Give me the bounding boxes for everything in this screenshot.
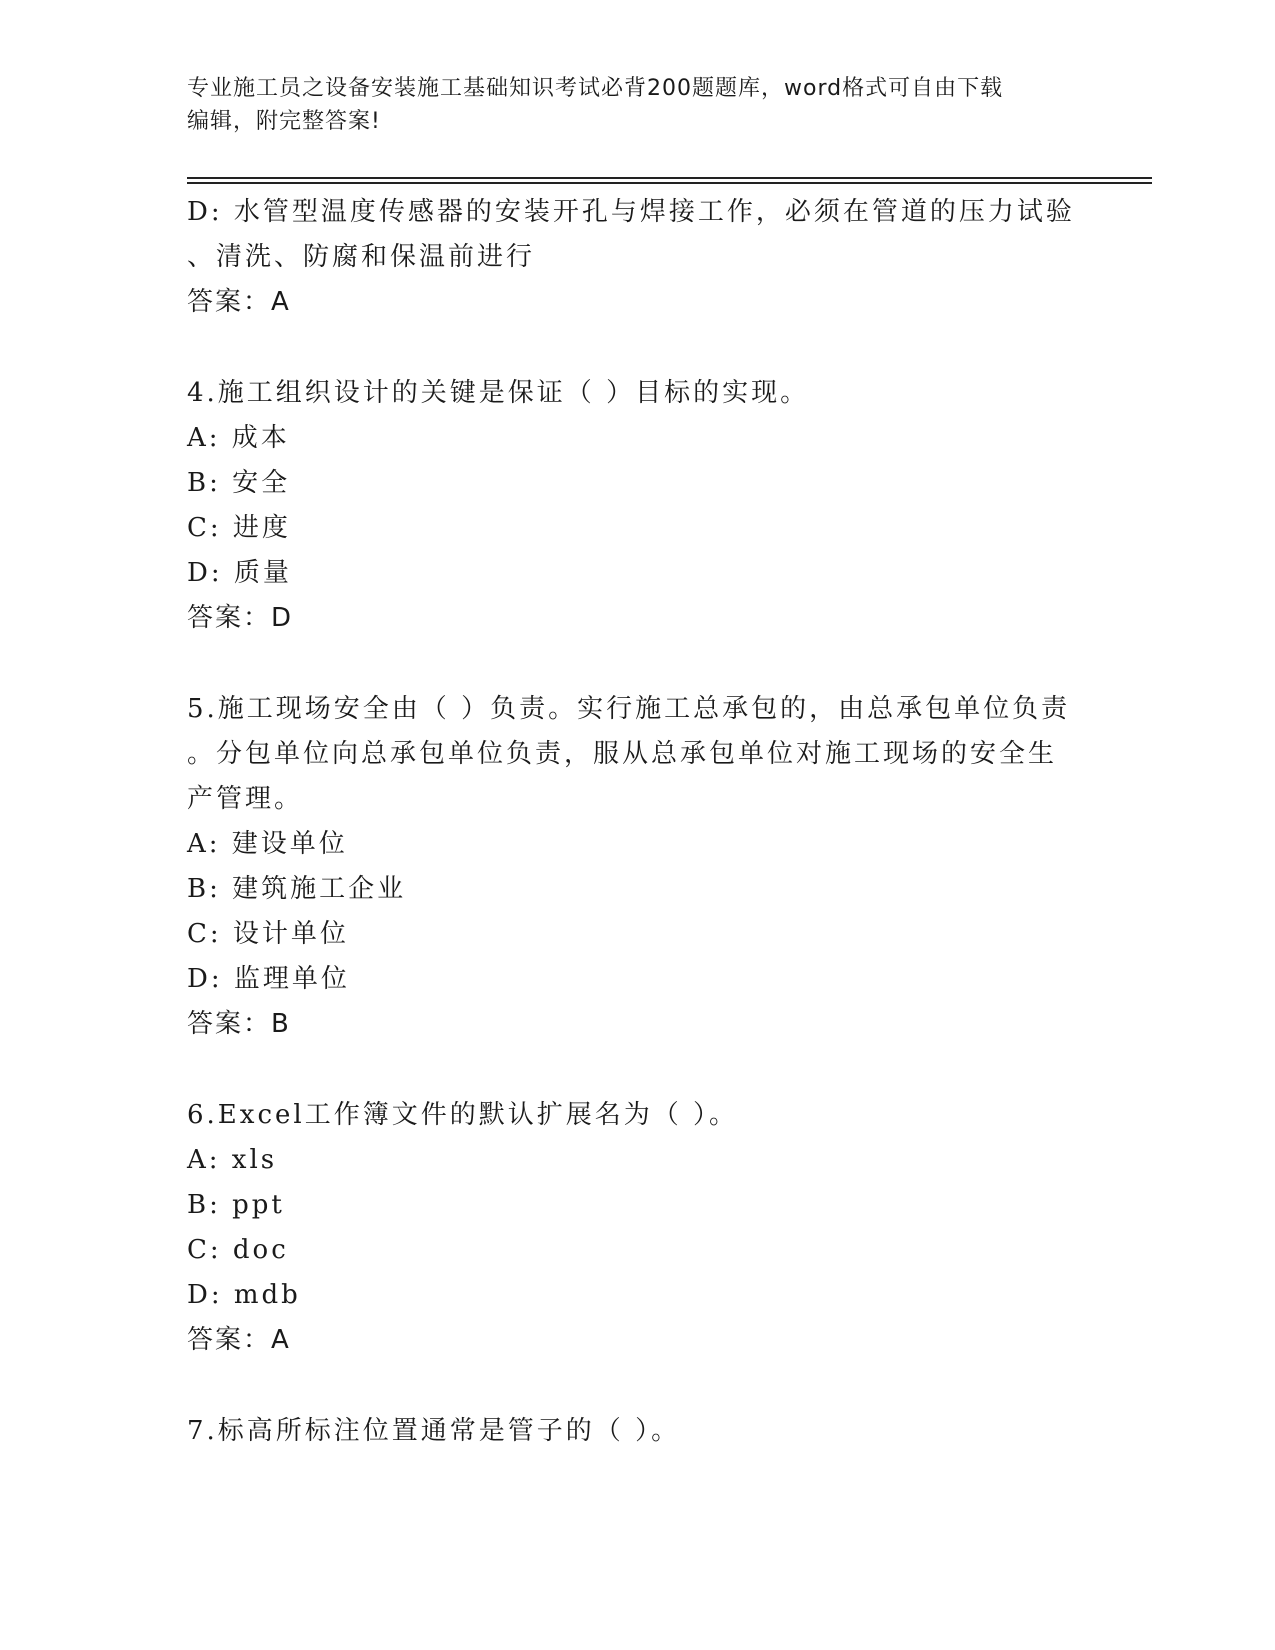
answer: 答案：A: [187, 1325, 291, 1355]
option-d: D: 水管型温度传感器的安装开孔与焊接工作，必须在管道的压力试验: [187, 197, 1075, 227]
question-stem: 4.施工组织设计的关键是保证（ ）目标的实现。: [187, 378, 810, 408]
question-3-tail: [187, 190, 1087, 325]
header-title-line-2: 编辑，附完整答案!: [187, 109, 381, 134]
answer: 答案：D: [187, 603, 294, 633]
option-c: C: 进度: [187, 513, 291, 543]
option-d: D: 监理单位: [187, 964, 350, 994]
option-a: A: 成本: [187, 423, 290, 453]
answer: 答案：A: [187, 287, 291, 317]
option-a: A: 建设单位: [187, 829, 348, 859]
question-stem-line-3: 产管理。: [187, 784, 304, 814]
question-list: [187, 190, 1087, 1454]
option-d-continuation: 、清洗、防腐和保温前进行: [187, 242, 536, 272]
question-6: [187, 1093, 1087, 1363]
option-c: C: 设计单位: [187, 919, 349, 949]
option-b: B: 安全: [187, 468, 291, 498]
question-stem: 7.标高所标注位置通常是管子的（ ）。: [187, 1416, 681, 1446]
option-d: D: mdb: [187, 1280, 301, 1310]
answer: 答案：B: [187, 1009, 291, 1039]
option-c: C: doc: [187, 1235, 289, 1265]
option-b: B: 建筑施工企业: [187, 874, 407, 904]
question-5: [187, 687, 1087, 1047]
header-title-line-1: 专业施工员之设备安装施工基础知识考试必背200题题库，word格式可自由下载: [187, 76, 1004, 101]
question-7: [187, 1409, 1087, 1454]
question-stem-line-1: 5.施工现场安全由（ ）负责。实行施工总承包的，由总承包单位负责: [187, 694, 1071, 724]
question-4: [187, 371, 1087, 641]
option-d: D: 质量: [187, 558, 292, 588]
option-a: A: xls: [187, 1145, 278, 1175]
question-stem-line-2: 。分包单位向总承包单位负责，服从总承包单位对施工现场的安全生: [187, 739, 1058, 769]
header-divider-bottom: [187, 182, 1152, 184]
option-b: B: ppt: [187, 1190, 285, 1220]
document-header: [187, 72, 1087, 138]
header-divider-top: [187, 177, 1152, 179]
question-stem: 6.Excel工作簿文件的默认扩展名为（ ）。: [187, 1100, 738, 1130]
